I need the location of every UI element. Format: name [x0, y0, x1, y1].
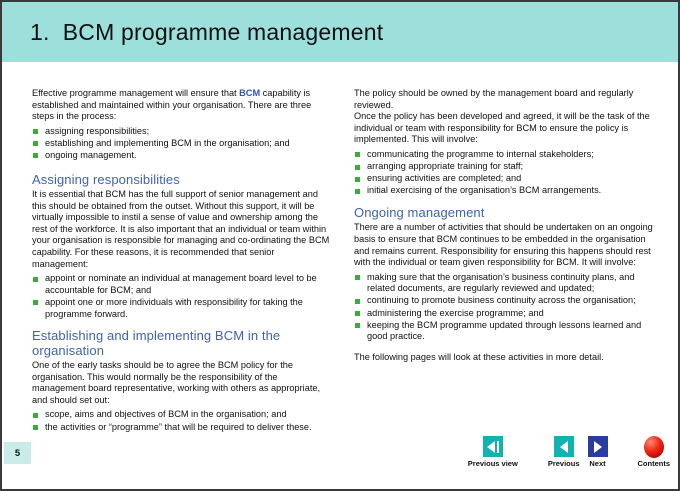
previous-view-label: Previous view: [467, 459, 518, 468]
page-title: 1. BCM programme management: [30, 19, 384, 45]
bullet-square-icon: [33, 129, 38, 134]
list-item-label: keeping the BCM programme updated through lessons learned and good practice.: [367, 319, 642, 342]
page-number-badge: 5: [4, 442, 31, 464]
list-item-label: ongoing management.: [45, 149, 137, 160]
next-icon[interactable]: [588, 436, 608, 457]
intro-text-before: Effective programme management will ensure that: [32, 88, 240, 98]
bullet-square-icon: [355, 189, 360, 194]
bullet-square-icon: [355, 299, 360, 304]
list-item-label: arranging appropriate training for staff;: [367, 161, 524, 172]
list-item: [32, 126, 332, 138]
bullet-square-icon: [355, 275, 360, 280]
policy-bullet-list: [354, 149, 654, 197]
list-item-label: ensuring activities are completed; and: [367, 173, 522, 184]
list-item-label: initial exercising of the organisation’s BCM arrangements.: [367, 185, 602, 196]
list-item-label: continuing to promote business continuity across the organisation;: [367, 295, 636, 306]
list-item: [354, 173, 654, 185]
policy-task-paragraph: Once the policy has been developed and agreed, it will be the task of the individual or team with responsibility for BCM to ensure the policy is implemented. This will involve:: [354, 111, 650, 145]
list-item: [354, 320, 654, 343]
bullet-square-icon: [33, 425, 38, 430]
list-item-label: appoint one or more individuals with responsibility for taking the programme forward.: [45, 296, 303, 319]
list-item: [32, 138, 332, 150]
list-item-label: establishing and implementing BCM in the organisation; and: [45, 137, 290, 148]
list-item: [32, 273, 332, 296]
heading-assigning-responsibilities: Assigning responsibilities: [32, 171, 180, 187]
list-item: [354, 185, 654, 197]
list-item: [354, 272, 654, 295]
list-item-label: scope, aims and objectives of BCM in the organisation; and: [45, 409, 287, 420]
contents-button[interactable]: [638, 436, 671, 468]
triangle-right-icon: [594, 441, 602, 453]
intro-text-after: capability is established and maintained within your organisation. There are three steps in the process:: [32, 88, 312, 122]
vertical-bar-icon: [497, 441, 500, 453]
ongoing-bullet-list: [354, 272, 654, 343]
list-item: [32, 297, 332, 320]
heading-establishing-implementing-bcm: Establishing and implementing BCM in the organisation: [32, 328, 281, 358]
triangle-left-icon: [560, 441, 568, 453]
list-item-label: the activities or “programme” that will be required to deliver these.: [45, 421, 312, 432]
bullet-square-icon: [355, 323, 360, 328]
intro-bullet-list: [32, 126, 332, 162]
footer-navigation: [468, 436, 670, 468]
red-sphere-icon: [644, 436, 664, 458]
previous-icon[interactable]: [554, 436, 574, 457]
triangle-left-icon: [487, 441, 495, 453]
next-label: Next: [589, 459, 606, 468]
heading-ongoing-management: Ongoing management: [354, 204, 485, 220]
list-item-label: appoint or nominate an individual at management board level to be accountable for BCM; and: [45, 273, 317, 295]
list-item-label: assigning responsibilities;: [45, 125, 150, 136]
list-item: [354, 161, 654, 173]
establishing-bullet-list: [32, 409, 332, 433]
bullet-square-icon: [33, 277, 38, 282]
bullet-square-icon: [355, 152, 360, 157]
page-content: [2, 62, 678, 432]
bullet-square-icon: [33, 153, 38, 158]
list-item: [32, 422, 332, 434]
contents-icon-wrap[interactable]: [644, 436, 664, 457]
list-item: [32, 409, 332, 421]
previous-label: Previous: [547, 459, 580, 468]
next-button[interactable]: [588, 436, 608, 468]
list-item-label: administering the exercise programme; and: [367, 307, 544, 318]
intro-paragraph: [32, 88, 332, 123]
list-item-label: making sure that the organisation’s business continuity plans, and related documents, are regularly reviewed and updated;: [367, 271, 635, 294]
establishing-body: One of the early tasks should be to agree the BCM policy for the organisation. This would normally be the responsibility of the management board representative, working with others as appropriate, and should set out:: [32, 360, 321, 405]
bullet-square-icon: [33, 141, 38, 146]
previous-view-button[interactable]: [468, 436, 518, 468]
list-item-label: communicating the programme to internal stakeholders;: [367, 148, 594, 159]
list-item: [32, 150, 332, 162]
list-item: [354, 308, 654, 320]
list-item: [354, 149, 654, 161]
contents-label: Contents: [637, 459, 670, 468]
assigning-bullet-list: [32, 273, 332, 320]
bullet-square-icon: [33, 413, 38, 418]
assigning-responsibilities-body: It is essential that BCM has the full support of senior management and this should be obtained from the outset. Without this support, it will be virtually impossible to instil a sense of value and ownership among the rest of the workforce. It is also important that an individual or team within your organisation is responsible for managing and co-ordinating the BCM capability. For these reasons, it is recommended that senior management:: [32, 189, 330, 269]
bullet-square-icon: [33, 300, 38, 305]
ongoing-management-body: There are a number of activities that should be undertaken on an ongoing basis to ensure that BCM continues to be embedded in the organisation and remains current. Responsibility for ensuring this happens should rest with the individual or team given responsibility for BCM. It will involve:: [354, 222, 653, 268]
bcm-link[interactable]: BCM: [239, 88, 261, 98]
closing-paragraph: The following pages will look at these activities in more detail.: [354, 351, 604, 362]
bullet-square-icon: [355, 165, 360, 170]
right-column: [354, 88, 654, 417]
previous-view-icon[interactable]: [483, 436, 503, 457]
policy-owner-paragraph: The policy should be owned by the management board and regularly reviewed.: [354, 88, 634, 110]
previous-button[interactable]: [548, 436, 580, 468]
bullet-square-icon: [355, 177, 360, 182]
left-column: [32, 88, 332, 432]
bullet-square-icon: [355, 311, 360, 316]
page-header-bar: [2, 2, 678, 62]
list-item: [354, 295, 654, 307]
